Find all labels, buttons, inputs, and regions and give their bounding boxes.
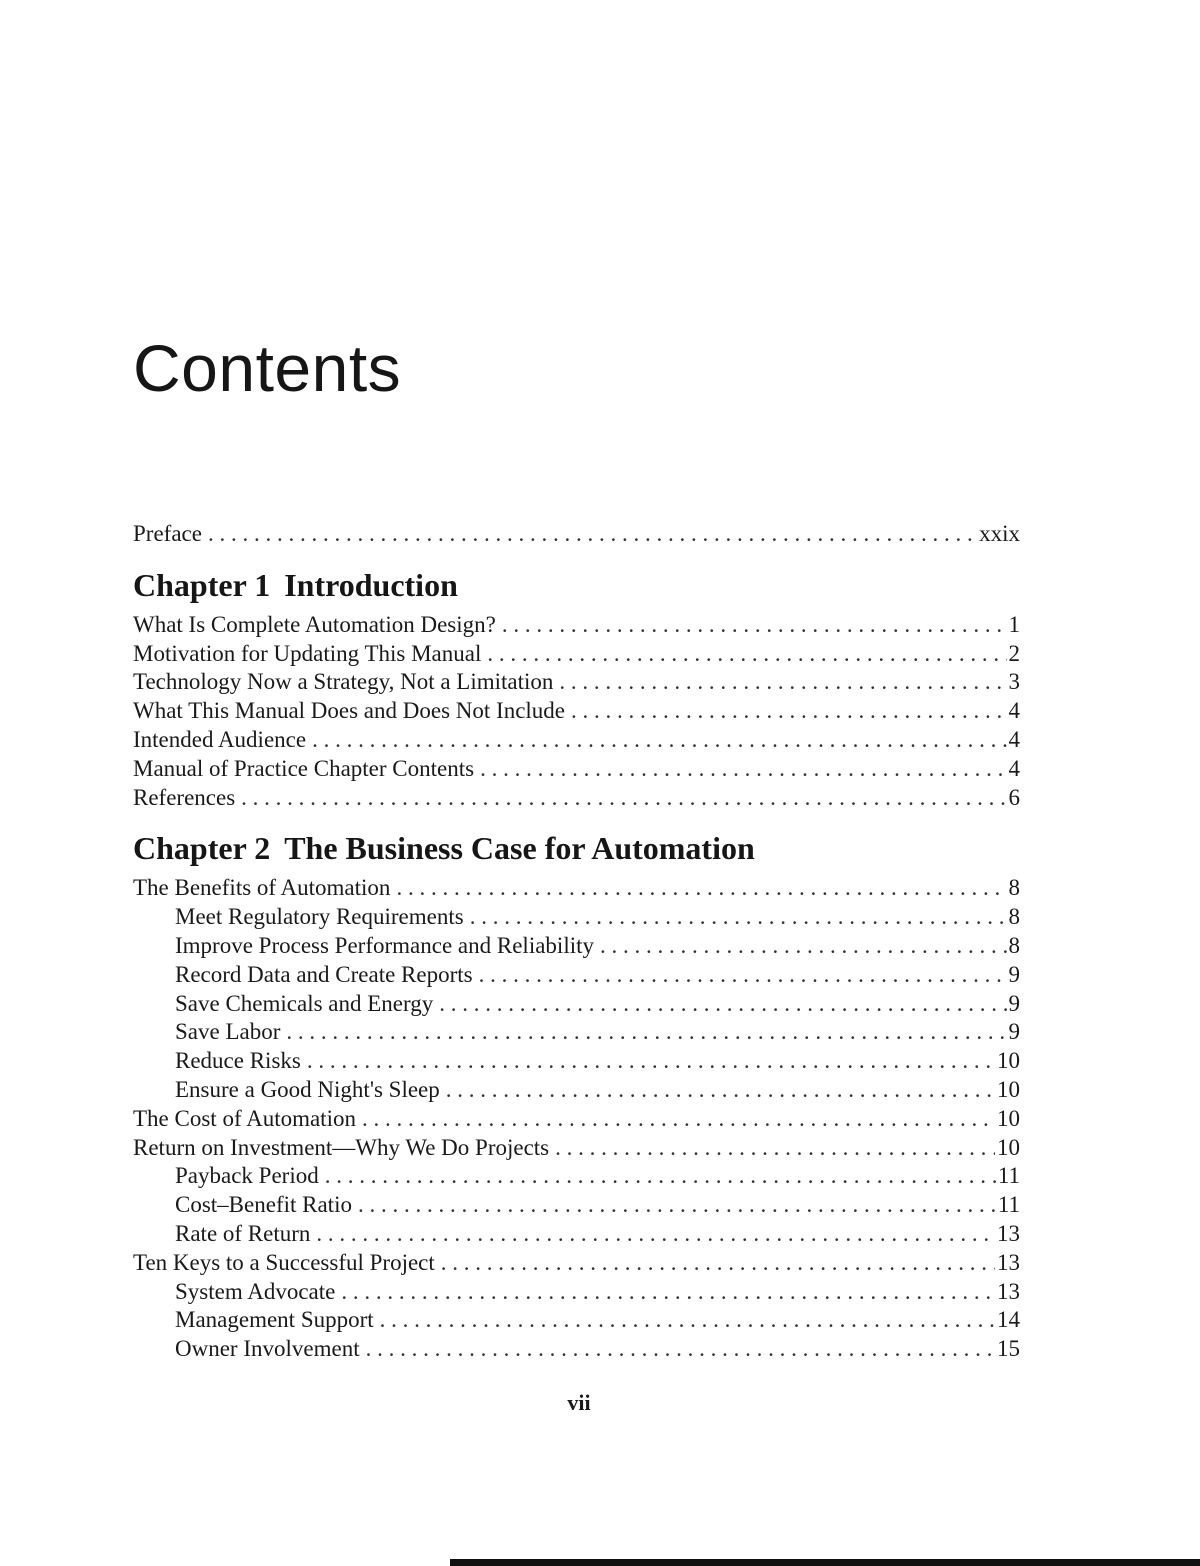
chapter-number: Chapter 1 bbox=[133, 566, 271, 603]
toc-subentry[interactable] bbox=[133, 1335, 1020, 1364]
toc-entry-page: 6 bbox=[1008, 784, 1020, 810]
toc-entry[interactable] bbox=[133, 1105, 1020, 1134]
toc-entry-page: 9 bbox=[1008, 990, 1020, 1016]
chapter-title: Introduction bbox=[284, 566, 458, 603]
toc-entry-page: 8 bbox=[1008, 904, 1020, 930]
dot-leader bbox=[439, 990, 1006, 1019]
toc-entry-page: 11 bbox=[997, 1192, 1020, 1218]
toc-entry-page: 4 bbox=[1008, 726, 1020, 752]
toc-entry[interactable] bbox=[133, 874, 1020, 903]
toc-entry-page: 10 bbox=[997, 1105, 1020, 1131]
chapter-title: The Business Case for Automation bbox=[284, 830, 755, 867]
toc-entry-preface[interactable] bbox=[133, 520, 1020, 549]
dot-leader bbox=[396, 874, 1006, 903]
dot-leader bbox=[600, 932, 1007, 961]
toc-subentry[interactable] bbox=[133, 903, 1020, 932]
dot-leader bbox=[358, 1191, 996, 1220]
toc-entry-label: The Benefits of Automation bbox=[133, 875, 391, 901]
dot-leader bbox=[241, 784, 1006, 813]
toc-entry-label: Manual of Practice Chapter Contents bbox=[133, 755, 475, 781]
toc-entry-label: Technology Now a Strategy, Not a Limitation bbox=[133, 669, 554, 695]
toc-entry-page: 8 bbox=[1008, 932, 1020, 958]
toc-entry-label: What This Manual Does and Does Not Include bbox=[133, 698, 566, 724]
chapter-number: Chapter 2 bbox=[133, 830, 271, 867]
toc-entry-label: System Advocate bbox=[175, 1278, 336, 1304]
toc-entry[interactable] bbox=[133, 726, 1020, 755]
dot-leader bbox=[208, 520, 977, 549]
toc-entry-page: 14 bbox=[997, 1307, 1020, 1333]
dot-leader bbox=[559, 668, 1006, 697]
toc-entry-page: 8 bbox=[1008, 875, 1020, 901]
dot-leader bbox=[470, 903, 1007, 932]
toc-entry-label: The Cost of Automation bbox=[133, 1105, 356, 1131]
page-number: vii bbox=[567, 1390, 591, 1415]
dot-leader bbox=[480, 755, 1006, 784]
toc-subentry[interactable] bbox=[133, 1162, 1020, 1191]
toc-entry-label: Save Chemicals and Energy bbox=[175, 990, 434, 1016]
dot-leader bbox=[312, 726, 1006, 755]
toc-entry-label: Payback Period bbox=[175, 1163, 319, 1189]
toc-subentry[interactable] bbox=[133, 1047, 1020, 1076]
toc-subentry[interactable] bbox=[133, 961, 1020, 990]
dot-leader bbox=[479, 961, 1007, 990]
toc-entry-page: 13 bbox=[997, 1220, 1020, 1246]
dot-leader bbox=[366, 1335, 995, 1364]
toc-entry-page: 4 bbox=[1008, 755, 1020, 781]
dot-leader bbox=[380, 1306, 995, 1335]
toc-entry-label: Return on Investment—Why We Do Projects bbox=[133, 1134, 550, 1160]
dot-leader bbox=[502, 611, 1007, 640]
chapter-2-heading bbox=[133, 826, 1020, 870]
toc-entry[interactable] bbox=[133, 1134, 1020, 1163]
toc-entry-page: 15 bbox=[997, 1336, 1020, 1362]
toc-entry[interactable] bbox=[133, 697, 1020, 726]
toc-entry-label: Rate of Return bbox=[175, 1220, 311, 1246]
toc-entry-page: 4 bbox=[1008, 698, 1020, 724]
toc-entry-page: 13 bbox=[997, 1278, 1020, 1304]
toc-subentry[interactable] bbox=[133, 990, 1020, 1019]
toc-entry-label: What Is Complete Automation Design? bbox=[133, 611, 496, 637]
toc-entry-page: 10 bbox=[997, 1134, 1020, 1160]
dot-leader bbox=[441, 1249, 995, 1278]
page-title: Contents bbox=[133, 331, 402, 405]
toc-entry[interactable] bbox=[133, 784, 1020, 813]
toc-entry-page: 10 bbox=[997, 1048, 1020, 1074]
toc-entry[interactable] bbox=[133, 668, 1020, 697]
toc-entry-label: Meet Regulatory Requirements bbox=[175, 904, 464, 930]
toc-subentry[interactable] bbox=[133, 1191, 1020, 1220]
dot-leader bbox=[446, 1076, 995, 1105]
dot-leader bbox=[286, 1018, 1006, 1047]
toc-subentry[interactable] bbox=[133, 1220, 1020, 1249]
toc-entry-page: 11 bbox=[997, 1163, 1020, 1189]
toc-entry-label: Ensure a Good Night's Sleep bbox=[175, 1076, 440, 1102]
toc-entry-label: Reduce Risks bbox=[175, 1048, 301, 1074]
dot-leader bbox=[487, 640, 1006, 669]
dot-leader bbox=[325, 1162, 996, 1191]
toc-subentry[interactable] bbox=[133, 1018, 1020, 1047]
toc-entry[interactable] bbox=[133, 640, 1020, 669]
toc-entry[interactable] bbox=[133, 755, 1020, 784]
toc-entry-label: Cost–Benefit Ratio bbox=[175, 1192, 352, 1218]
toc-entry-page: 3 bbox=[1008, 669, 1020, 695]
toc-entry-label: References bbox=[133, 784, 236, 810]
toc-entry-page: 10 bbox=[997, 1076, 1020, 1102]
toc-entry-label: Preface bbox=[133, 521, 202, 546]
dot-leader bbox=[555, 1134, 995, 1163]
dot-leader bbox=[571, 697, 1006, 726]
toc-entry-page: xxix bbox=[979, 521, 1020, 546]
dot-leader bbox=[362, 1105, 995, 1134]
toc-entry-page: 1 bbox=[1008, 611, 1020, 637]
toc-entry-label: Improve Process Performance and Reliability bbox=[175, 932, 594, 958]
toc-entry-label: Motivation for Updating This Manual bbox=[133, 640, 482, 666]
toc-entry-page: 9 bbox=[1008, 961, 1020, 987]
toc-subentry[interactable] bbox=[133, 1278, 1020, 1307]
toc-entry-label: Ten Keys to a Successful Project bbox=[133, 1249, 435, 1275]
toc-entry-label: Owner Involvement bbox=[175, 1336, 360, 1362]
toc-entry-page: 2 bbox=[1008, 640, 1020, 666]
scan-edge-line bbox=[450, 1559, 1200, 1566]
toc-entry-page: 13 bbox=[997, 1249, 1020, 1275]
chapter-1-heading bbox=[133, 563, 1020, 607]
toc-entry-label: Save Labor bbox=[175, 1019, 281, 1045]
toc-entry-label: Intended Audience bbox=[133, 726, 307, 752]
toc-subentry[interactable] bbox=[133, 1306, 1020, 1335]
dot-leader bbox=[307, 1047, 995, 1076]
toc-entry-page: 9 bbox=[1008, 1019, 1020, 1045]
toc-entry[interactable] bbox=[133, 611, 1020, 640]
dot-leader bbox=[316, 1220, 995, 1249]
dot-leader bbox=[341, 1278, 995, 1307]
table-of-contents bbox=[133, 520, 1020, 1364]
toc-subentry[interactable] bbox=[133, 1076, 1020, 1105]
toc-entry[interactable] bbox=[133, 1249, 1020, 1278]
toc-entry-label: Management Support bbox=[175, 1307, 374, 1333]
toc-subentry[interactable] bbox=[133, 932, 1020, 961]
toc-entry-label: Record Data and Create Reports bbox=[175, 961, 473, 987]
